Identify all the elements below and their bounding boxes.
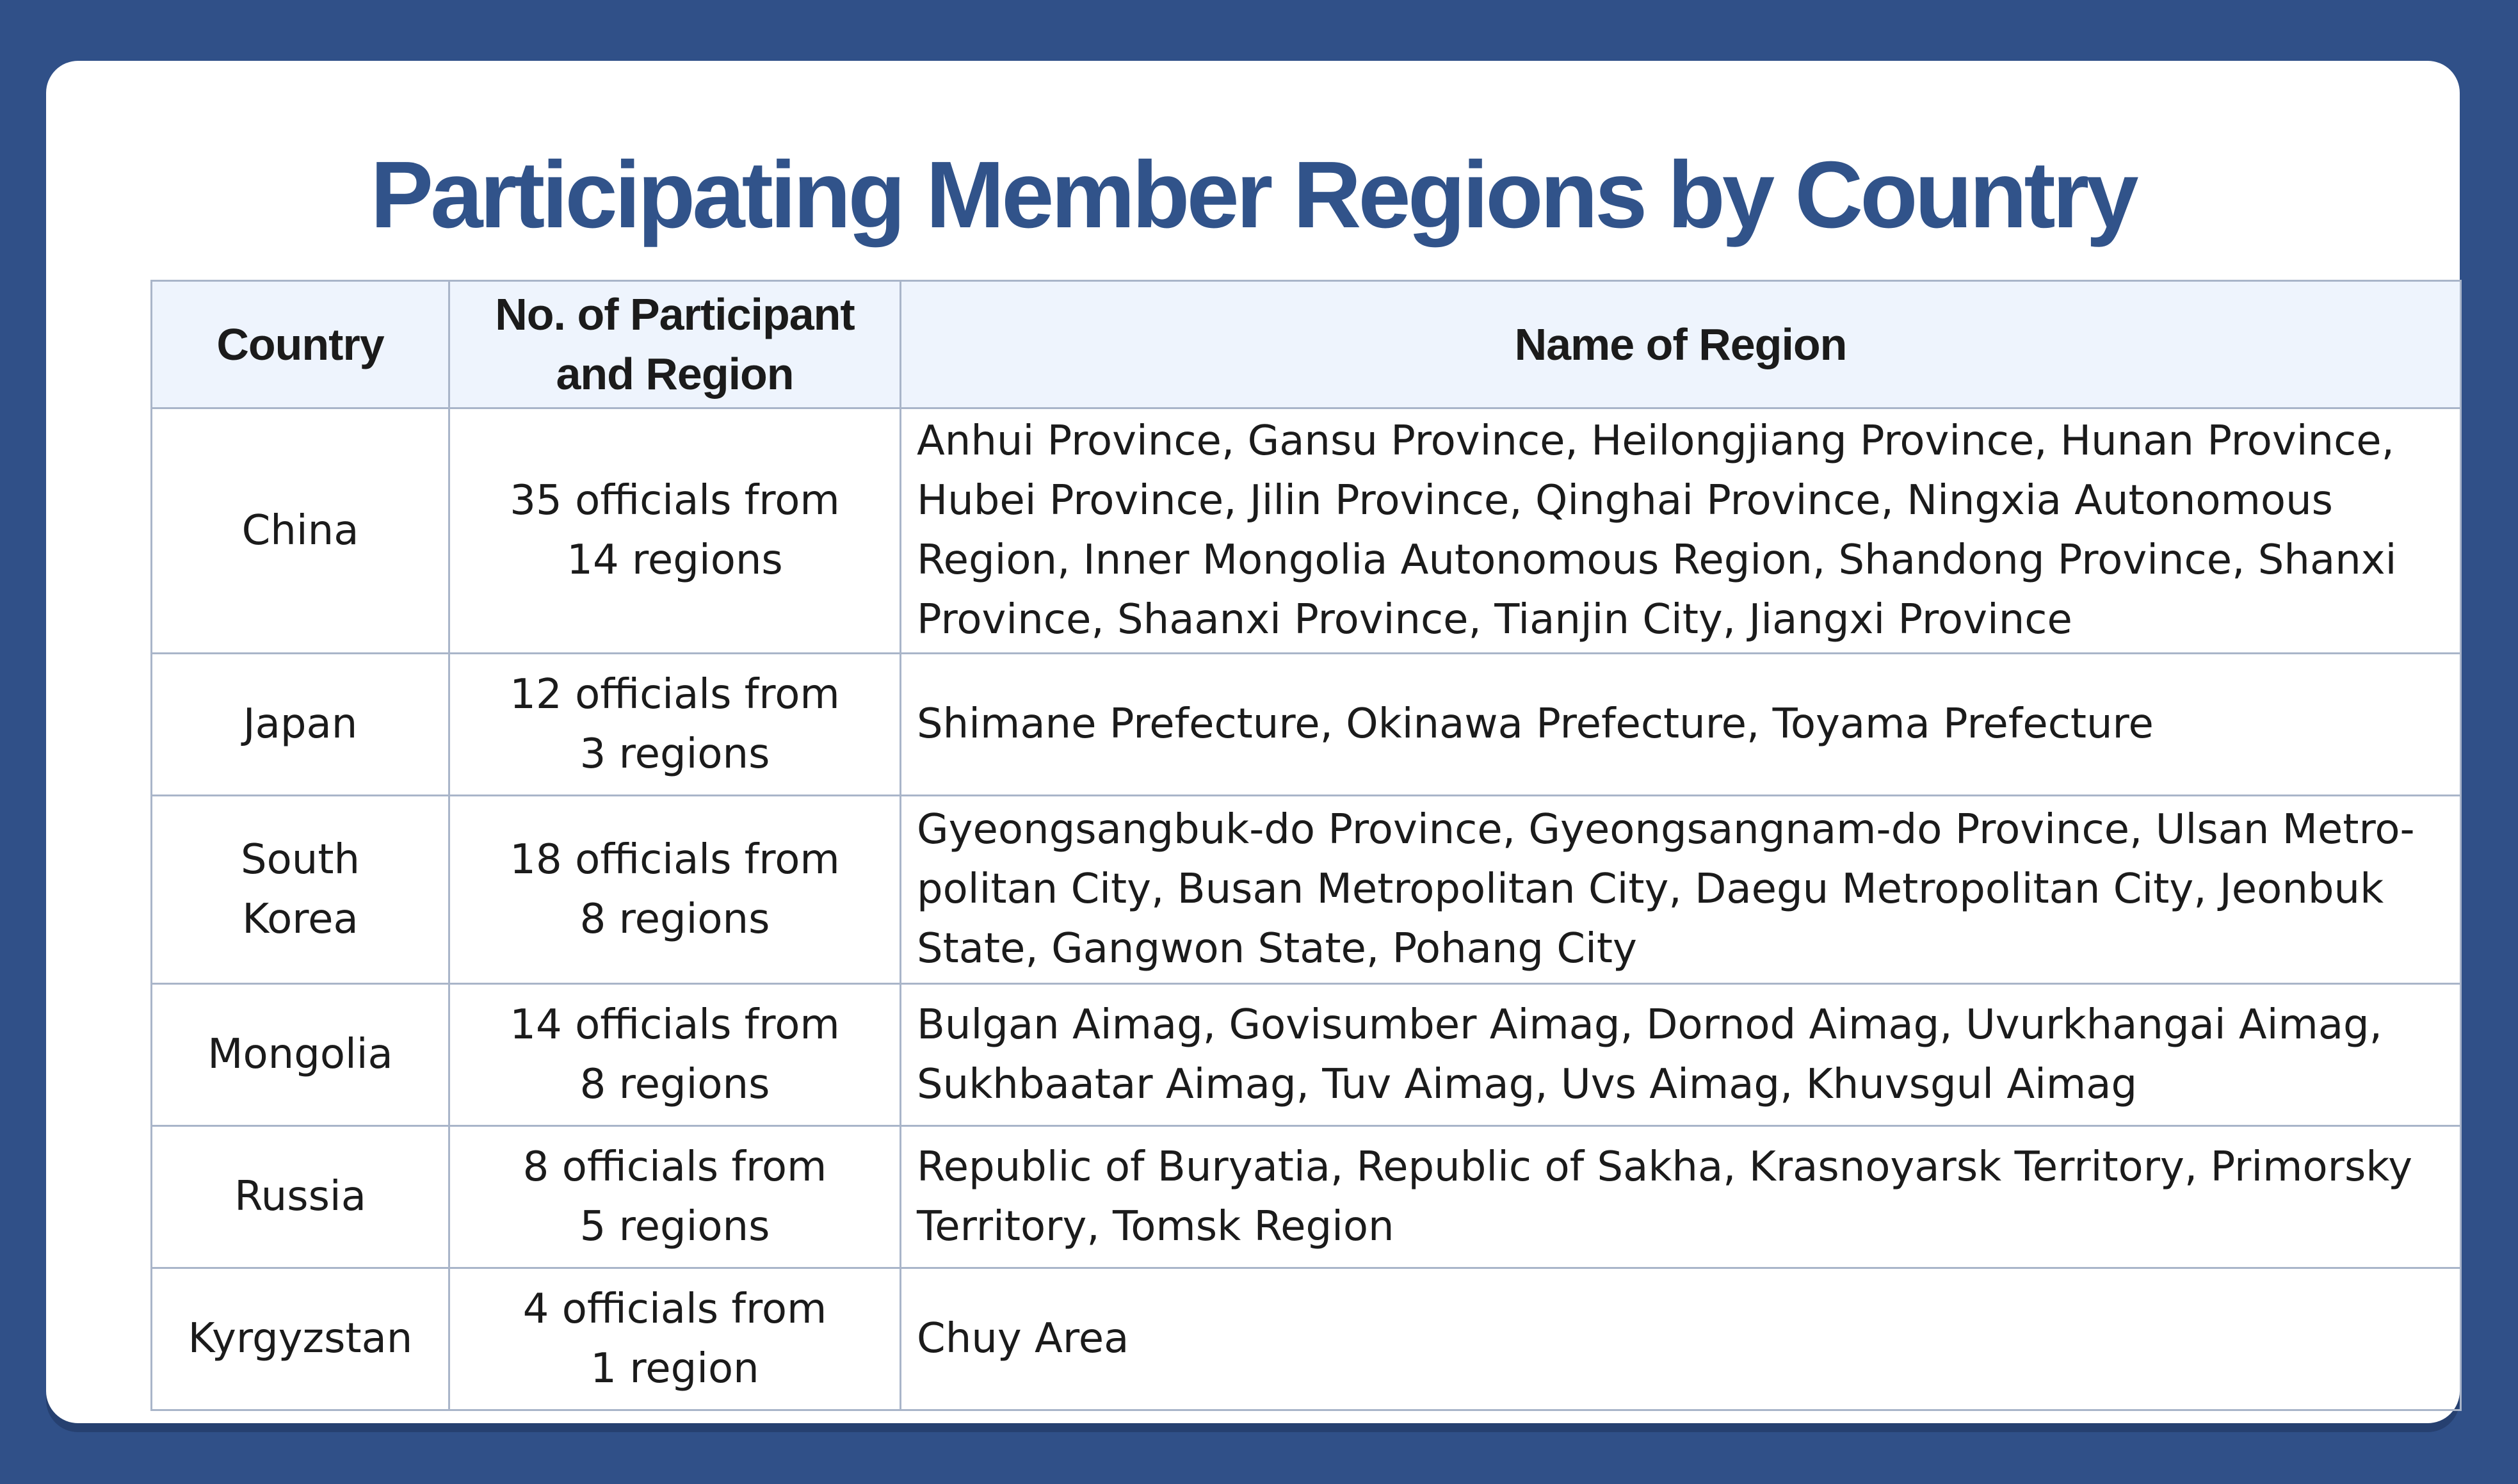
participants-cell	[449, 796, 901, 984]
participants-line1: 8 officials from	[522, 1143, 827, 1191]
regions-table	[150, 280, 2462, 1411]
content-card	[46, 61, 2460, 1423]
header-participants-line2: and Region	[556, 349, 794, 399]
participants-cell	[449, 984, 901, 1126]
country-cell: Mongolia	[152, 984, 449, 1126]
table-header-row	[152, 281, 2461, 408]
participants-line1: 14 officials from	[510, 1001, 840, 1049]
participants-cell	[449, 654, 901, 796]
participants-line2: 8 regions	[579, 1060, 770, 1108]
region-names-cell: Anhui Province, Gansu Province, Heilongjiang Province, Hunan Province, Hubei Province, Jilin Province, Qinghai Province, Ningxia Autonomous Region, Inner Mongolia Autonomous Region, Shandong Province, Shanxi Province, Shaanxi Province, Tianjin City, Jiangxi Province	[901, 408, 2461, 654]
participants-cell	[449, 1126, 901, 1268]
participants-line1: 18 officials from	[510, 835, 840, 883]
page-title: Participating Member Regions by Country	[370, 142, 2136, 248]
region-names-cell: Republic of Buryatia, Republic of Sakha, Krasnoyarsk Territory, Primorsky Territory, Tomsk Region	[901, 1126, 2461, 1268]
participants-line2: 1 region	[590, 1344, 759, 1392]
participants-cell	[449, 1268, 901, 1410]
participants-line2: 3 regions	[579, 730, 770, 778]
participants-line2: 8 regions	[579, 895, 770, 943]
table-row	[152, 796, 2461, 984]
country-line2: Korea	[242, 895, 359, 943]
table-row	[152, 408, 2461, 654]
table-row	[152, 1126, 2461, 1268]
region-names-cell: Chuy Area	[901, 1268, 2461, 1410]
country-line1: South	[241, 835, 360, 883]
country-cell: China	[152, 408, 449, 654]
table-row	[152, 1268, 2461, 1410]
participants-line2: 5 regions	[579, 1202, 770, 1250]
participants-line1: 4 officials from	[522, 1285, 827, 1333]
participants-line2: 14 regions	[567, 536, 783, 584]
header-country: Country	[152, 281, 449, 408]
country-cell: Kyrgyzstan	[152, 1268, 449, 1410]
participants-line1: 35 officials from	[510, 477, 840, 524]
region-names-cell: Shimane Prefecture, Okinawa Prefecture, Toyama Prefecture	[901, 654, 2461, 796]
table-row	[152, 984, 2461, 1126]
country-cell: Japan	[152, 654, 449, 796]
header-participants-line1: No. of Participant	[495, 289, 855, 339]
participants-cell	[449, 408, 901, 654]
country-cell: Russia	[152, 1126, 449, 1268]
header-region-names: Name of Region	[901, 281, 2461, 408]
region-names-cell: Gyeongsangbuk-do Province, Gyeongsangnam-do Province, Ulsan Metropolitan City, Busan Metropolitan City, Daegu Metropolitan City, Jeonbuk State, Gangwon State, Pohang City	[901, 796, 2461, 984]
table-row	[152, 654, 2461, 796]
country-cell	[152, 796, 449, 984]
header-participants	[449, 281, 901, 408]
participants-line1: 12 officials from	[510, 670, 840, 718]
region-names-cell: Bulgan Aimag, Govisumber Aimag, Dornod Aimag, Uvurkhangai Aimag, Sukhbaatar Aimag, Tuv Aimag, Uvs Aimag, Khuvsgul Aimag	[901, 984, 2461, 1126]
